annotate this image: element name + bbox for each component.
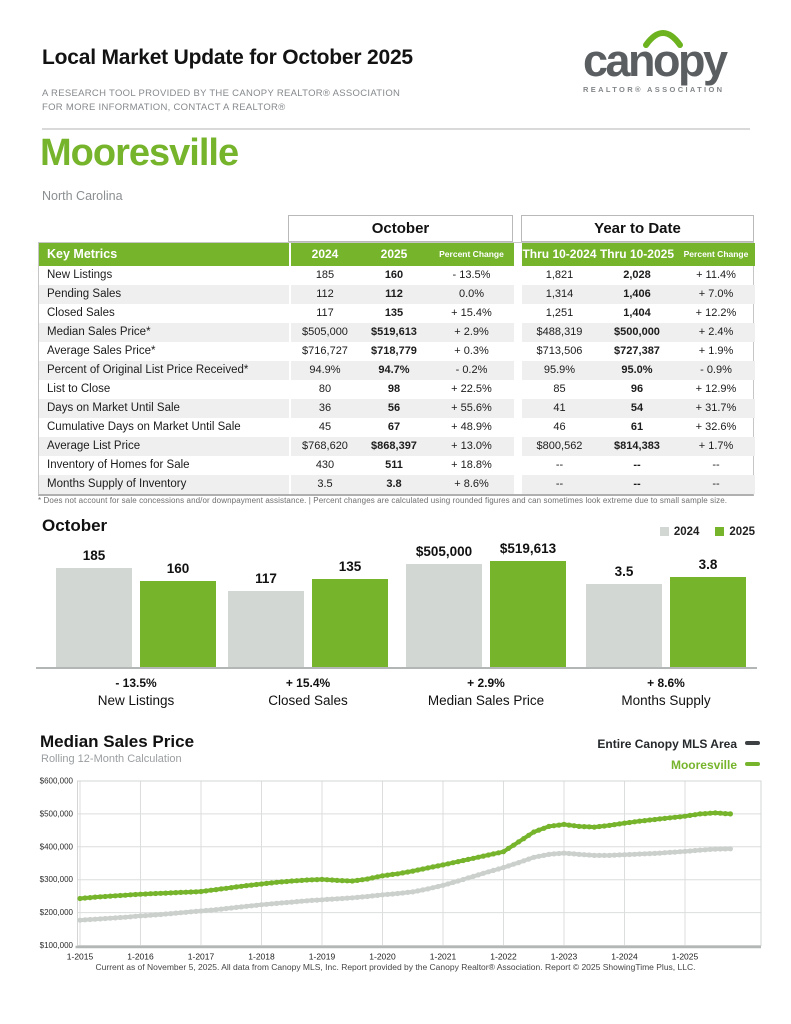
legend-label-2025: 2025 [729, 526, 755, 538]
column-gap [514, 243, 522, 266]
metric-name-cell: List to Close [47, 383, 111, 395]
metric-value-cell: 1,406 [597, 285, 677, 304]
column-gap [514, 323, 522, 342]
canopy-logo [583, 35, 763, 94]
metric-value-cell: 36 [289, 399, 359, 418]
metric-value-cell: $814,383 [597, 437, 677, 456]
metric-value-cell: 112 [359, 285, 429, 304]
logo-tagline: REALTOR® ASSOCIATION [583, 85, 725, 94]
table-row [39, 285, 753, 304]
table-corner-spacer [38, 215, 288, 242]
svg-text:$300,000: $300,000 [39, 875, 73, 885]
metric-value-cell: 98 [387, 383, 401, 395]
table-group-header-row [38, 215, 754, 242]
svg-text:$600,000: $600,000 [39, 776, 73, 786]
svg-text:$400,000: $400,000 [39, 842, 73, 852]
bar-chart-title: October [42, 516, 108, 535]
table-row [39, 342, 753, 361]
metric-value-cell: 1,251 [545, 307, 574, 319]
column-gap [514, 285, 522, 304]
table-group-header-october: October [288, 215, 513, 242]
bar-category-label: Months Supply [621, 693, 711, 708]
svg-text:$200,000: $200,000 [39, 908, 73, 918]
bar-chart-section [30, 512, 763, 714]
subtitle-line-1: A RESEARCH TOOL PROVIDED BY THE CANOPY REALTOR® ASSOCIATION [42, 88, 401, 99]
bar-category-label: Closed Sales [268, 693, 348, 708]
metric-value-cell: $716,727 [289, 342, 359, 361]
column-header-2024: 2024 [289, 243, 359, 266]
metric-name-cell: Inventory of Homes for Sale [47, 459, 190, 471]
metric-value-cell: + 32.6% [695, 421, 737, 433]
metric-value-cell: -- [712, 459, 720, 471]
metric-value-cell: + 11.4% [696, 269, 736, 281]
metric-value-cell: 511 [385, 459, 403, 471]
metric-value-cell: - 0.2% [429, 361, 514, 380]
table-row [39, 418, 753, 437]
column-gap [514, 437, 522, 456]
line-chart-subtitle: Rolling 12-Month Calculation [41, 753, 182, 765]
metric-name-cell: Average Sales Price* [47, 345, 156, 357]
metric-value-cell: 95.9% [522, 361, 597, 380]
legend-label-2024: 2024 [673, 526, 700, 538]
bar-2025 [490, 561, 566, 667]
metric-value-cell: 1,314 [522, 285, 597, 304]
line-chart-svg [30, 774, 763, 974]
metric-value-cell: 94.9% [289, 361, 359, 380]
metric-value-cell: 112 [289, 285, 359, 304]
metric-value-cell: $488,319 [522, 323, 597, 342]
column-gap [514, 266, 522, 285]
metric-value-cell: 96 [630, 383, 644, 395]
column-header-oct-percent-change: Percent Change [429, 243, 514, 266]
column-gap [514, 304, 522, 323]
metric-value-cell: -- [597, 475, 677, 494]
metric-value-cell: $800,562 [522, 437, 597, 456]
svg-text:1-2016: 1-2016 [127, 951, 154, 962]
table-group-gap [513, 215, 521, 242]
svg-text:1-2017: 1-2017 [187, 951, 215, 962]
metric-name-cell: Median Sales Price* [39, 323, 289, 342]
bar-category-label: Median Sales Price [427, 693, 545, 708]
metric-value-cell: 117 [289, 304, 359, 323]
metric-value-cell: $713,506 [536, 345, 583, 357]
bar-chart [30, 512, 763, 714]
bar-category-label: New Listings [97, 693, 175, 708]
table-row [39, 456, 753, 475]
metric-value-cell: + 0.3% [454, 345, 489, 357]
bar-2024 [586, 584, 662, 667]
legend-entire-canopy: Entire Canopy MLS Area [597, 734, 760, 755]
metric-name-cell: Months Supply of Inventory [39, 475, 289, 494]
metric-value-cell: + 55.6% [429, 399, 514, 418]
column-header-2025: 2025 [359, 243, 429, 266]
metric-value-cell: + 1.9% [698, 345, 734, 357]
metric-value-cell: 45 [289, 418, 359, 437]
metric-value-cell: + 2.9% [429, 323, 514, 342]
metric-value-cell: + 48.9% [451, 421, 492, 433]
header-divider [42, 128, 750, 130]
bar-2024 [406, 564, 482, 667]
table-row [39, 304, 753, 323]
svg-text:1-2024: 1-2024 [611, 951, 638, 962]
page-title: Local Market Update for October 2025 [42, 46, 413, 69]
legend-dash-mooresville [745, 762, 760, 766]
column-header-ytd-percent-change: Percent Change [677, 243, 755, 266]
metric-value-cell: 135 [384, 307, 404, 319]
svg-text:1-2025: 1-2025 [671, 951, 699, 962]
metric-value-cell: 160 [384, 269, 404, 281]
metric-value-cell: $718,779 [371, 345, 417, 357]
metric-value-cell: 95.0% [597, 361, 677, 380]
metric-value-cell: -- [677, 475, 755, 494]
state-label: North Carolina [42, 189, 123, 203]
column-header-thru-2025: Thru 10-2025 [597, 243, 677, 266]
metric-value-cell: 2,028 [623, 269, 651, 281]
metric-value-cell: 3.8 [359, 475, 429, 494]
canopy-logo-word: canopy [583, 35, 726, 86]
bar-value-label-2024: 3.5 [614, 564, 634, 579]
table-group-header-ytd: Year to Date [521, 215, 754, 242]
metric-value-cell: 61 [630, 421, 644, 433]
svg-text:1-2021: 1-2021 [429, 951, 457, 962]
line-chart-section [30, 726, 763, 978]
column-gap [514, 399, 522, 418]
metric-value-cell: + 7.0% [677, 285, 755, 304]
metric-value-cell: 3.5 [289, 475, 359, 494]
metric-value-cell: 67 [387, 421, 401, 433]
table-footnote: * Does not account for sale concessions and/or downpayment assistance. | Percent changes are calculated using rounded figures and can sometimes look extreme due to small sample size. [38, 496, 728, 505]
metric-value-cell: 185 [289, 266, 359, 285]
metric-value-cell: 94.7% [359, 361, 429, 380]
table-body [38, 242, 754, 496]
metric-value-cell: -- [555, 459, 564, 471]
table-row [39, 475, 753, 494]
column-gap [514, 475, 522, 494]
metric-value-cell: 54 [597, 399, 677, 418]
bar-value-label-2025: 135 [338, 559, 362, 574]
table-row [39, 437, 753, 456]
svg-text:1-2018: 1-2018 [248, 951, 275, 962]
line-chart-title: Median Sales Price [40, 732, 195, 751]
column-header-key-metrics: Key Metrics [39, 243, 289, 266]
metric-value-cell: -- [522, 475, 597, 494]
report-footer: Current as of November 5, 2025. All data from Canopy MLS, Inc. Report provided by the Canopy Realtor® Association. Report © 2025 ShowingTime Plus, LLC. [95, 962, 696, 972]
bar-2025 [670, 577, 746, 667]
bar-value-label-2025: $519,613 [499, 541, 557, 556]
metric-value-cell: + 12.2% [695, 307, 737, 319]
metric-value-cell: + 18.8% [451, 459, 492, 471]
metric-value-cell: 41 [522, 399, 597, 418]
table-row [39, 380, 753, 399]
bar-change-label: + 8.6% [647, 676, 685, 690]
metric-value-cell: + 13.0% [429, 437, 514, 456]
table-row [39, 266, 753, 285]
metric-value-cell: 80 [289, 380, 359, 399]
bar-change-label: + 15.4% [285, 676, 331, 690]
metric-value-cell: 0.0% [429, 285, 514, 304]
bar-value-label-2025: 160 [166, 561, 190, 576]
metric-value-cell: - 0.9% [677, 361, 755, 380]
metric-name-cell: Days on Market Until Sale [39, 399, 289, 418]
metric-value-cell: -- [633, 459, 641, 471]
metric-name-cell: Pending Sales [39, 285, 289, 304]
metric-value-cell: $768,620 [289, 437, 359, 456]
bar-value-label-2024: 185 [82, 548, 106, 563]
metric-value-cell: 85 [553, 383, 566, 395]
table-row [39, 361, 753, 380]
metric-value-cell: - 13.5% [452, 269, 491, 281]
bar-change-label: + 2.9% [467, 676, 505, 690]
metric-name-cell: Closed Sales [47, 307, 115, 319]
key-metrics-table [38, 215, 754, 496]
metric-value-cell: $505,000 [289, 323, 359, 342]
svg-text:1-2015: 1-2015 [66, 951, 94, 962]
legend-dash-entire-canopy [745, 741, 760, 745]
column-gap [514, 342, 522, 361]
metric-value-cell: $727,387 [614, 345, 660, 357]
table-row [39, 399, 753, 418]
metric-name-cell: New Listings [47, 269, 113, 281]
metric-value-cell: + 31.7% [677, 399, 755, 418]
metric-value-cell: 46 [553, 421, 566, 433]
bar-value-label-2025: 3.8 [698, 557, 718, 572]
metric-value-cell: + 2.4% [677, 323, 755, 342]
metric-value-cell: $500,000 [597, 323, 677, 342]
svg-text:$100,000: $100,000 [39, 941, 73, 950]
metric-value-cell: + 12.9% [695, 383, 737, 395]
column-header-thru-2024: Thru 10-2024 [522, 243, 597, 266]
bar-2025 [312, 579, 388, 667]
bar-value-label-2024: 117 [255, 571, 277, 586]
bar-2024 [56, 568, 132, 667]
metric-value-cell: + 8.6% [429, 475, 514, 494]
metric-value-cell: $868,397 [359, 437, 429, 456]
bar-baseline [36, 667, 757, 669]
svg-text:$500,000: $500,000 [39, 809, 73, 819]
metric-name-cell: Cumulative Days on Market Until Sale [47, 421, 241, 433]
metric-value-cell: $519,613 [359, 323, 429, 342]
metrics-header-row [39, 243, 753, 266]
report-area-name: Mooresville [40, 132, 239, 174]
metric-name-cell: Average List Price [39, 437, 289, 456]
column-gap [514, 456, 522, 475]
table-row [39, 323, 753, 342]
svg-text:1-2019: 1-2019 [308, 951, 336, 962]
bar-2025 [140, 581, 216, 667]
metric-value-cell: 430 [289, 456, 359, 475]
column-gap [514, 418, 522, 437]
bar-value-label-2024: $505,000 [415, 544, 473, 559]
column-gap [514, 361, 522, 380]
svg-text:1-2020: 1-2020 [369, 951, 396, 962]
subtitle-line-2: FOR MORE INFORMATION, CONTACT A REALTOR® [42, 102, 286, 113]
canopy-arc-icon [641, 28, 685, 48]
metric-value-cell: 56 [359, 399, 429, 418]
legend-mooresville: Mooresville [597, 755, 760, 776]
metric-value-cell: 1,404 [623, 307, 651, 319]
bar-change-label: - 13.5% [115, 676, 157, 690]
bar-2024 [228, 591, 304, 667]
svg-text:1-2022: 1-2022 [490, 951, 517, 962]
metric-value-cell: + 1.7% [677, 437, 755, 456]
metric-value-cell: + 22.5% [451, 383, 492, 395]
svg-text:1-2023: 1-2023 [550, 951, 578, 962]
column-gap [514, 380, 522, 399]
metric-name-cell: Percent of Original List Price Received* [39, 361, 289, 380]
line-chart-legend [597, 734, 760, 776]
metric-value-cell: + 15.4% [451, 307, 492, 319]
metric-value-cell: 1,821 [545, 269, 574, 281]
